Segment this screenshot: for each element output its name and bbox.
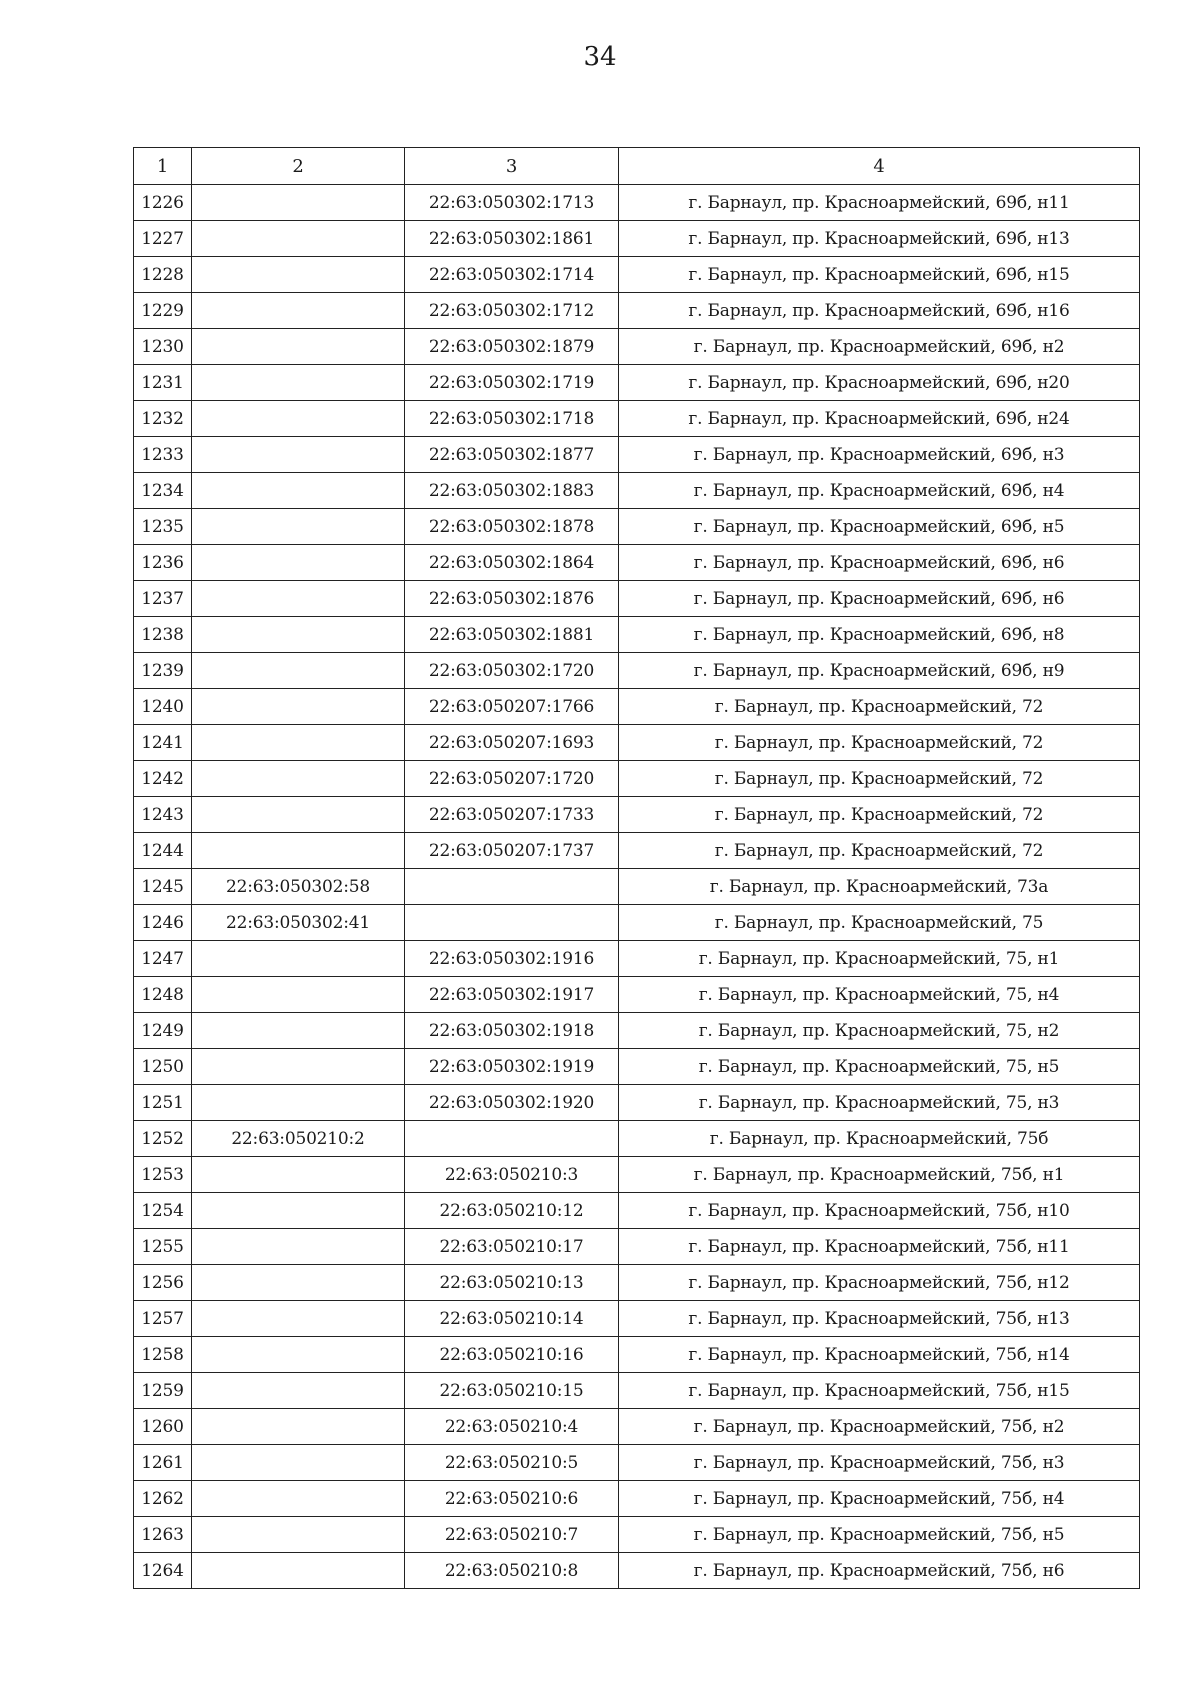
- building-cadastral-cell: 22:63:050302:1916: [405, 941, 619, 977]
- land-cadastral-cell: [192, 797, 405, 833]
- table-row: [134, 617, 1140, 653]
- address-cell: г. Барнаул, пр. Красноармейский, 75, н1: [619, 941, 1140, 977]
- row-number-cell: 1226: [134, 185, 192, 221]
- row-number-cell: 1253: [134, 1157, 192, 1193]
- address-cell: г. Барнаул, пр. Красноармейский, 69б, н15: [619, 257, 1140, 293]
- table-row: [134, 905, 1140, 941]
- table-row: [134, 1121, 1140, 1157]
- row-number-cell: 1240: [134, 689, 192, 725]
- address-cell: г. Барнаул, пр. Красноармейский, 72: [619, 725, 1140, 761]
- table-row: [134, 509, 1140, 545]
- building-cadastral-cell: 22:63:050302:1878: [405, 509, 619, 545]
- land-cadastral-cell: [192, 221, 405, 257]
- address-cell: г. Барнаул, пр. Красноармейский, 72: [619, 689, 1140, 725]
- land-cadastral-cell: [192, 689, 405, 725]
- building-cadastral-cell: 22:63:050207:1733: [405, 797, 619, 833]
- land-cadastral-cell: [192, 725, 405, 761]
- address-cell: г. Барнаул, пр. Красноармейский, 69б, н24: [619, 401, 1140, 437]
- land-cadastral-cell: [192, 761, 405, 797]
- address-cell: г. Барнаул, пр. Красноармейский, 72: [619, 833, 1140, 869]
- row-number-cell: 1259: [134, 1373, 192, 1409]
- row-number-cell: 1263: [134, 1517, 192, 1553]
- building-cadastral-cell: 22:63:050302:1881: [405, 617, 619, 653]
- land-cadastral-cell: 22:63:050210:2: [192, 1121, 405, 1157]
- header-row: [134, 148, 1140, 185]
- land-cadastral-cell: [192, 1337, 405, 1373]
- building-cadastral-cell: 22:63:050302:1864: [405, 545, 619, 581]
- row-number-cell: 1227: [134, 221, 192, 257]
- land-cadastral-cell: [192, 365, 405, 401]
- row-number-cell: 1236: [134, 545, 192, 581]
- building-cadastral-cell: 22:63:050302:1877: [405, 437, 619, 473]
- row-number-cell: 1233: [134, 437, 192, 473]
- address-cell: г. Барнаул, пр. Красноармейский, 69б, н4: [619, 473, 1140, 509]
- building-cadastral-cell: 22:63:050302:1918: [405, 1013, 619, 1049]
- table-row: [134, 1301, 1140, 1337]
- address-cell: г. Барнаул, пр. Красноармейский, 75б, н4: [619, 1481, 1140, 1517]
- row-number-cell: 1248: [134, 977, 192, 1013]
- table-row: [134, 221, 1140, 257]
- table-row: [134, 437, 1140, 473]
- table-row: [134, 257, 1140, 293]
- row-number-cell: 1261: [134, 1445, 192, 1481]
- land-cadastral-cell: [192, 1193, 405, 1229]
- building-cadastral-cell: 22:63:050210:7: [405, 1517, 619, 1553]
- address-cell: г. Барнаул, пр. Красноармейский, 75б, н13: [619, 1301, 1140, 1337]
- row-number-cell: 1250: [134, 1049, 192, 1085]
- row-number-cell: 1262: [134, 1481, 192, 1517]
- building-cadastral-cell: 22:63:050302:1720: [405, 653, 619, 689]
- table-row: [134, 1265, 1140, 1301]
- table-row: [134, 1517, 1140, 1553]
- table-row: [134, 1481, 1140, 1517]
- row-number-cell: 1230: [134, 329, 192, 365]
- table-row: [134, 1085, 1140, 1121]
- building-cadastral-cell: 22:63:050302:1861: [405, 221, 619, 257]
- row-number-cell: 1245: [134, 869, 192, 905]
- address-cell: г. Барнаул, пр. Красноармейский, 75б, н6: [619, 1553, 1140, 1589]
- land-cadastral-cell: [192, 257, 405, 293]
- address-cell: г. Барнаул, пр. Красноармейский, 75б, н2: [619, 1409, 1140, 1445]
- building-cadastral-cell: 22:63:050210:13: [405, 1265, 619, 1301]
- building-cadastral-cell: 22:63:050302:1917: [405, 977, 619, 1013]
- address-cell: г. Барнаул, пр. Красноармейский, 75б: [619, 1121, 1140, 1157]
- row-number-cell: 1255: [134, 1229, 192, 1265]
- building-cadastral-cell: 22:63:050302:1919: [405, 1049, 619, 1085]
- row-number-cell: 1244: [134, 833, 192, 869]
- land-cadastral-cell: [192, 1409, 405, 1445]
- table-row: [134, 1409, 1140, 1445]
- table-row: [134, 1013, 1140, 1049]
- land-cadastral-cell: [192, 1445, 405, 1481]
- building-cadastral-cell: 22:63:050210:4: [405, 1409, 619, 1445]
- land-cadastral-cell: [192, 545, 405, 581]
- building-cadastral-cell: 22:63:050207:1693: [405, 725, 619, 761]
- land-cadastral-cell: [192, 473, 405, 509]
- address-cell: г. Барнаул, пр. Красноармейский, 72: [619, 761, 1140, 797]
- land-cadastral-cell: [192, 977, 405, 1013]
- address-cell: г. Барнаул, пр. Красноармейский, 75, н5: [619, 1049, 1140, 1085]
- address-cell: г. Барнаул, пр. Красноармейский, 69б, н3: [619, 437, 1140, 473]
- address-cell: г. Барнаул, пр. Красноармейский, 75б, н14: [619, 1337, 1140, 1373]
- land-cadastral-cell: [192, 1517, 405, 1553]
- land-cadastral-cell: [192, 653, 405, 689]
- land-cadastral-cell: [192, 1373, 405, 1409]
- table-row: [134, 1337, 1140, 1373]
- table-row: [134, 833, 1140, 869]
- table-row: [134, 545, 1140, 581]
- column-header-1: 1: [134, 148, 192, 185]
- row-number-cell: 1242: [134, 761, 192, 797]
- row-number-cell: 1254: [134, 1193, 192, 1229]
- row-number-cell: 1260: [134, 1409, 192, 1445]
- building-cadastral-cell: 22:63:050210:6: [405, 1481, 619, 1517]
- address-cell: г. Барнаул, пр. Красноармейский, 75б, н1: [619, 1157, 1140, 1193]
- land-cadastral-cell: [192, 437, 405, 473]
- address-cell: г. Барнаул, пр. Красноармейский, 75б, н12: [619, 1265, 1140, 1301]
- building-cadastral-cell: [405, 1121, 619, 1157]
- address-cell: г. Барнаул, пр. Красноармейский, 69б, н11: [619, 185, 1140, 221]
- row-number-cell: 1234: [134, 473, 192, 509]
- row-number-cell: 1243: [134, 797, 192, 833]
- land-cadastral-cell: [192, 1085, 405, 1121]
- row-number-cell: 1237: [134, 581, 192, 617]
- row-number-cell: 1235: [134, 509, 192, 545]
- building-cadastral-cell: 22:63:050207:1720: [405, 761, 619, 797]
- land-cadastral-cell: [192, 329, 405, 365]
- land-cadastral-cell: [192, 293, 405, 329]
- table-row: [134, 581, 1140, 617]
- land-cadastral-cell: 22:63:050302:58: [192, 869, 405, 905]
- building-cadastral-cell: 22:63:050302:1879: [405, 329, 619, 365]
- address-cell: г. Барнаул, пр. Красноармейский, 69б, н5: [619, 509, 1140, 545]
- building-cadastral-cell: 22:63:050302:1920: [405, 1085, 619, 1121]
- row-number-cell: 1241: [134, 725, 192, 761]
- address-cell: г. Барнаул, пр. Красноармейский, 72: [619, 797, 1140, 833]
- land-cadastral-cell: [192, 1049, 405, 1085]
- row-number-cell: 1247: [134, 941, 192, 977]
- row-number-cell: 1256: [134, 1265, 192, 1301]
- building-cadastral-cell: 22:63:050210:14: [405, 1301, 619, 1337]
- address-cell: г. Барнаул, пр. Красноармейский, 75б, н15: [619, 1373, 1140, 1409]
- address-cell: г. Барнаул, пр. Красноармейский, 75б, н10: [619, 1193, 1140, 1229]
- row-number-cell: 1258: [134, 1337, 192, 1373]
- land-cadastral-cell: [192, 833, 405, 869]
- building-cadastral-cell: 22:63:050302:1883: [405, 473, 619, 509]
- land-cadastral-cell: [192, 1481, 405, 1517]
- building-cadastral-cell: 22:63:050207:1766: [405, 689, 619, 725]
- table-row: [134, 1373, 1140, 1409]
- table-row: [134, 761, 1140, 797]
- building-cadastral-cell: [405, 905, 619, 941]
- table-row: [134, 869, 1140, 905]
- table-row: [134, 293, 1140, 329]
- address-cell: г. Барнаул, пр. Красноармейский, 69б, н6: [619, 545, 1140, 581]
- row-number-cell: 1238: [134, 617, 192, 653]
- land-cadastral-cell: [192, 509, 405, 545]
- column-header-4: 4: [619, 148, 1140, 185]
- land-cadastral-cell: [192, 1301, 405, 1337]
- building-cadastral-cell: 22:63:050210:5: [405, 1445, 619, 1481]
- building-cadastral-cell: 22:63:050302:1718: [405, 401, 619, 437]
- row-number-cell: 1252: [134, 1121, 192, 1157]
- row-number-cell: 1231: [134, 365, 192, 401]
- address-cell: г. Барнаул, пр. Красноармейский, 69б, н2: [619, 329, 1140, 365]
- land-cadastral-cell: 22:63:050302:41: [192, 905, 405, 941]
- row-number-cell: 1229: [134, 293, 192, 329]
- table-row: [134, 473, 1140, 509]
- address-cell: г. Барнаул, пр. Красноармейский, 75, н2: [619, 1013, 1140, 1049]
- registry-table: [133, 147, 1140, 1589]
- address-cell: г. Барнаул, пр. Красноармейский, 69б, н13: [619, 221, 1140, 257]
- building-cadastral-cell: [405, 869, 619, 905]
- land-cadastral-cell: [192, 1157, 405, 1193]
- building-cadastral-cell: 22:63:050302:1712: [405, 293, 619, 329]
- building-cadastral-cell: 22:63:050302:1714: [405, 257, 619, 293]
- building-cadastral-cell: 22:63:050207:1737: [405, 833, 619, 869]
- land-cadastral-cell: [192, 1265, 405, 1301]
- building-cadastral-cell: 22:63:050210:12: [405, 1193, 619, 1229]
- building-cadastral-cell: 22:63:050302:1713: [405, 185, 619, 221]
- row-number-cell: 1257: [134, 1301, 192, 1337]
- table-row: [134, 725, 1140, 761]
- column-header-3: 3: [405, 148, 619, 185]
- land-cadastral-cell: [192, 617, 405, 653]
- address-cell: г. Барнаул, пр. Красноармейский, 75б, н5: [619, 1517, 1140, 1553]
- address-cell: г. Барнаул, пр. Красноармейский, 75б, н3: [619, 1445, 1140, 1481]
- table-row: [134, 365, 1140, 401]
- building-cadastral-cell: 22:63:050302:1876: [405, 581, 619, 617]
- column-header-2: 2: [192, 148, 405, 185]
- table-row: [134, 977, 1140, 1013]
- table-row: [134, 1553, 1140, 1589]
- table-row: [134, 1157, 1140, 1193]
- address-cell: г. Барнаул, пр. Красноармейский, 75: [619, 905, 1140, 941]
- building-cadastral-cell: 22:63:050210:17: [405, 1229, 619, 1265]
- row-number-cell: 1246: [134, 905, 192, 941]
- row-number-cell: 1249: [134, 1013, 192, 1049]
- table-row: [134, 1049, 1140, 1085]
- land-cadastral-cell: [192, 1553, 405, 1589]
- table-header: [134, 148, 1140, 185]
- table-row: [134, 653, 1140, 689]
- building-cadastral-cell: 22:63:050210:15: [405, 1373, 619, 1409]
- table-row: [134, 1445, 1140, 1481]
- address-cell: г. Барнаул, пр. Красноармейский, 69б, н6: [619, 581, 1140, 617]
- table-row: [134, 1193, 1140, 1229]
- row-number-cell: 1232: [134, 401, 192, 437]
- row-number-cell: 1228: [134, 257, 192, 293]
- address-cell: г. Барнаул, пр. Красноармейский, 75б, н11: [619, 1229, 1140, 1265]
- building-cadastral-cell: 22:63:050210:8: [405, 1553, 619, 1589]
- table-row: [134, 797, 1140, 833]
- address-cell: г. Барнаул, пр. Красноармейский, 69б, н20: [619, 365, 1140, 401]
- land-cadastral-cell: [192, 1013, 405, 1049]
- land-cadastral-cell: [192, 185, 405, 221]
- page-number: 34: [583, 42, 617, 72]
- land-cadastral-cell: [192, 581, 405, 617]
- table-row: [134, 401, 1140, 437]
- building-cadastral-cell: 22:63:050210:16: [405, 1337, 619, 1373]
- building-cadastral-cell: 22:63:050302:1719: [405, 365, 619, 401]
- address-cell: г. Барнаул, пр. Красноармейский, 75, н4: [619, 977, 1140, 1013]
- table-row: [134, 185, 1140, 221]
- address-cell: г. Барнаул, пр. Красноармейский, 69б, н8: [619, 617, 1140, 653]
- address-cell: г. Барнаул, пр. Красноармейский, 75, н3: [619, 1085, 1140, 1121]
- address-cell: г. Барнаул, пр. Красноармейский, 69б, н16: [619, 293, 1140, 329]
- table-row: [134, 1229, 1140, 1265]
- row-number-cell: 1251: [134, 1085, 192, 1121]
- address-cell: г. Барнаул, пр. Красноармейский, 73а: [619, 869, 1140, 905]
- land-cadastral-cell: [192, 401, 405, 437]
- table-row: [134, 941, 1140, 977]
- row-number-cell: 1239: [134, 653, 192, 689]
- table-row: [134, 329, 1140, 365]
- table-row: [134, 689, 1140, 725]
- address-cell: г. Барнаул, пр. Красноармейский, 69б, н9: [619, 653, 1140, 689]
- land-cadastral-cell: [192, 941, 405, 977]
- building-cadastral-cell: 22:63:050210:3: [405, 1157, 619, 1193]
- table-body: [134, 185, 1140, 1589]
- row-number-cell: 1264: [134, 1553, 192, 1589]
- land-cadastral-cell: [192, 1229, 405, 1265]
